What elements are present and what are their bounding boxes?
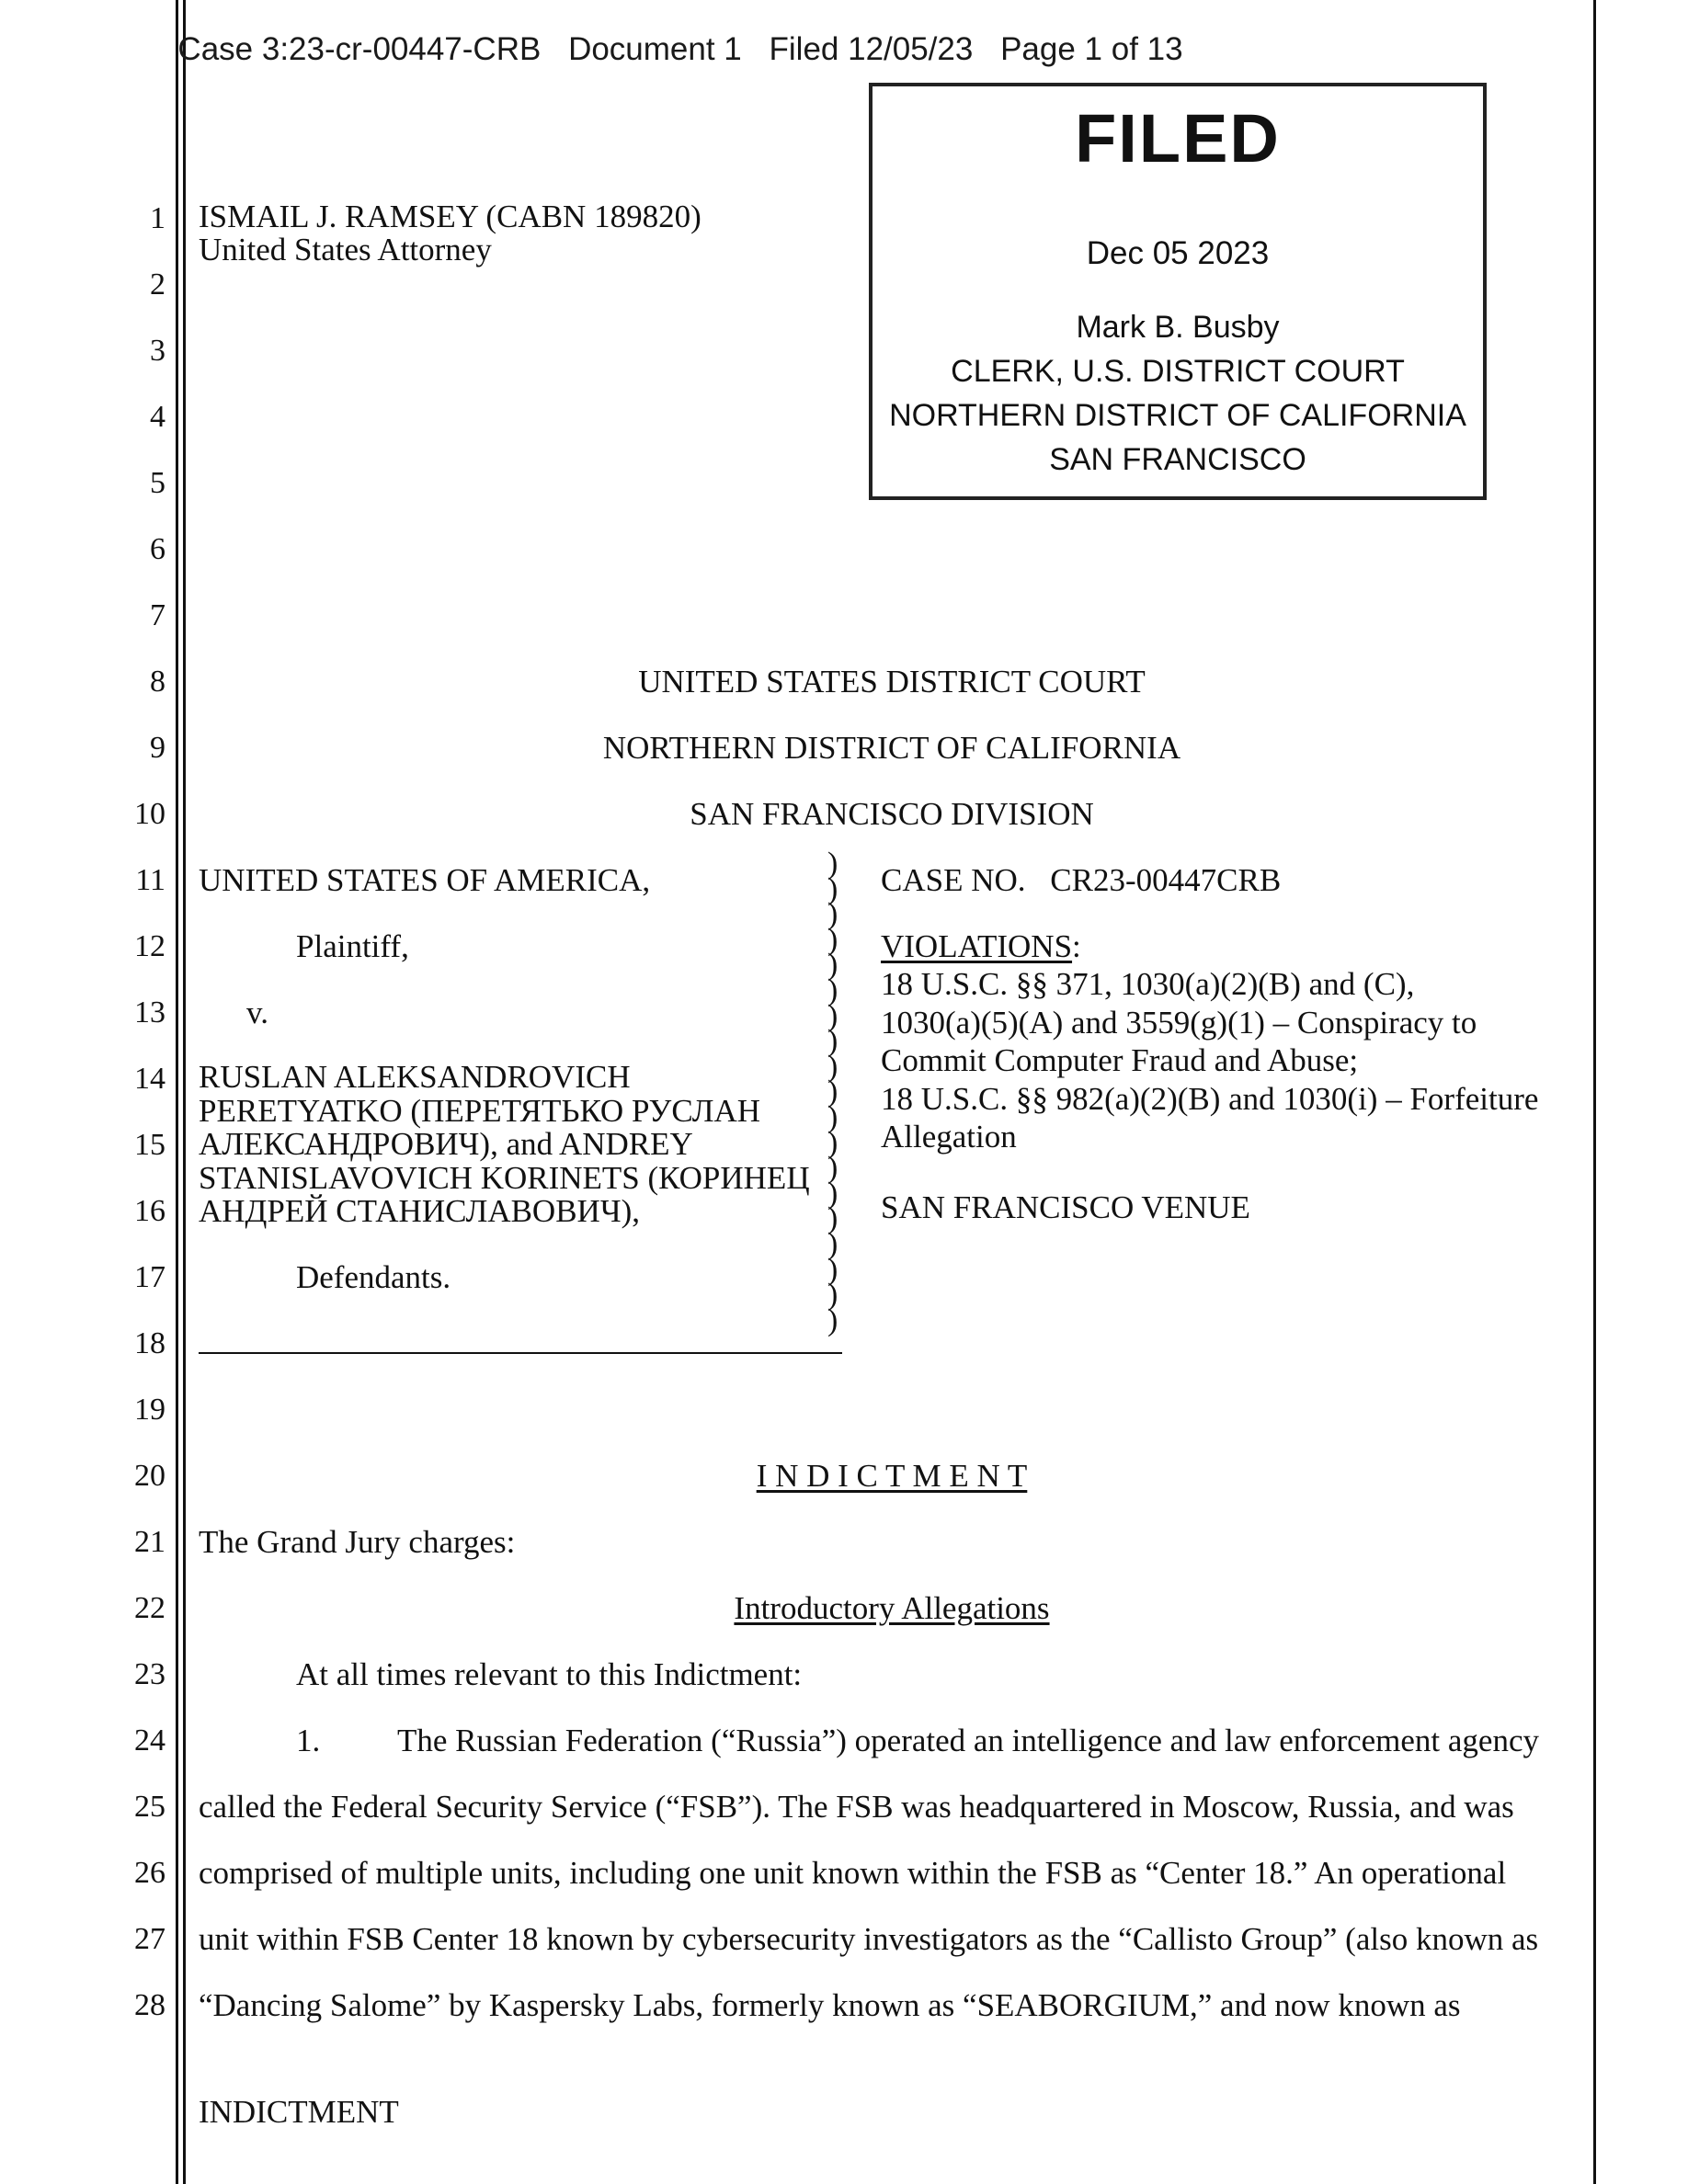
line-number: 11 (135, 863, 165, 897)
court-name: UNITED STATES DISTRICT COURT (638, 664, 1146, 700)
defendant-line: PERETYATKO (ПЕРЕТЯТЬКО РУСЛАН (199, 1092, 761, 1129)
filed-stamp (869, 83, 1487, 500)
violations-colon: : (1072, 928, 1081, 964)
clerk-line: Mark B. Busby (1076, 310, 1280, 345)
attorney-name: ISMAIL J. RAMSEY (CABN 189820) (199, 199, 701, 234)
court-district: NORTHERN DISTRICT OF CALIFORNIA (602, 730, 1181, 766)
line-number: 24 (134, 1723, 165, 1757)
violations-heading (881, 928, 1081, 965)
line-number: 20 (134, 1459, 165, 1493)
case-number-label: CASE NO. (881, 862, 1026, 898)
line-number: 2 (150, 267, 165, 301)
line-number: 1 (150, 201, 165, 235)
line-number: 17 (134, 1260, 165, 1294)
line-number: 27 (134, 1922, 165, 1956)
line-number: 18 (134, 1326, 165, 1360)
line-number: 4 (150, 400, 165, 434)
paragraph-line: comprised of multiple units, including one unit known within the FSB as “Center 18.” An operational (199, 1855, 1507, 1891)
line-number: 25 (134, 1790, 165, 1824)
section-heading (198, 1590, 1586, 1627)
defendants-names (199, 1061, 810, 1229)
line-number: 7 (150, 598, 165, 632)
line-number: 14 (134, 1062, 165, 1096)
paragraph-number: 1. (296, 1723, 321, 1758)
violation-line: 18 U.S.C. §§ 982(a)(2)(B) and 1030(i) – Forfeiture (881, 1080, 1539, 1117)
line-number: 26 (134, 1856, 165, 1890)
clerk-line: NORTHERN DISTRICT OF CALIFORNIA (889, 398, 1466, 433)
violation-line: Allegation (881, 1119, 1017, 1155)
footer-title: INDICTMENT (199, 2094, 399, 2130)
line-number: 28 (134, 1988, 165, 2022)
line-number: 3 (150, 334, 165, 368)
line-number: 9 (150, 731, 165, 765)
ecf-header (0, 31, 1361, 68)
preamble: At all times relevant to this Indictment: (296, 1656, 803, 1692)
defendant-line: RUSLAN ALEKSANDROVICH (199, 1059, 631, 1095)
paragraph-line: called the Federal Security Service (“FSB”). The FSB was headquartered in Moscow, Russia, and was (199, 1789, 1514, 1825)
line-number: 8 (150, 665, 165, 699)
caption-rule (199, 1352, 842, 1354)
clerk-line: CLERK, U.S. DISTRICT COURT (951, 354, 1405, 389)
header-case-number: Case 3:23-cr-00447-CRB (177, 31, 542, 67)
violation-line: 18 U.S.C. §§ 371, 1030(a)(2)(B) and (C), (881, 966, 1415, 1002)
line-number: 22 (134, 1591, 165, 1625)
paragraph-line: The Russian Federation (“Russia”) operated an intelligence and law enforcement agency (397, 1723, 1540, 1758)
attorney-block (199, 200, 701, 267)
case-number-row (881, 862, 1281, 899)
line-number: 5 (150, 466, 165, 500)
line-number: 23 (134, 1657, 165, 1691)
caption-parens: ) ) ) ) ) ) ) ) ) ) ) ) ) ) ) ) ) ) ) (827, 847, 838, 1337)
clerk-line: SAN FRANCISCO (1049, 442, 1306, 477)
violation-line: Commit Computer Fraud and Abuse; (881, 1042, 1359, 1078)
left-margin-rule-outer (176, 0, 178, 2184)
violations-list (881, 965, 1538, 1156)
versus: v. (246, 995, 268, 1030)
court-division: SAN FRANCISCO DIVISION (690, 796, 1094, 832)
document-title (198, 1458, 1586, 1495)
case-number-value: CR23-00447CRB (1050, 862, 1282, 898)
attorney-title: United States Attorney (199, 232, 492, 267)
filed-stamp-clerk (873, 305, 1483, 482)
line-number: 16 (134, 1194, 165, 1228)
line-number: 21 (134, 1525, 165, 1559)
defendants-label: Defendants. (296, 1259, 451, 1295)
filed-stamp-title: FILED (1075, 100, 1281, 176)
line-number: 10 (134, 797, 165, 831)
grand-jury-line: The Grand Jury charges: (199, 1524, 516, 1560)
plaintiff-label: Plaintiff, (296, 928, 409, 964)
violation-line: 1030(a)(5)(A) and 3559(g)(1) – Conspiracy to (881, 1004, 1477, 1041)
header-filed-date: Filed 12/05/23 (769, 31, 974, 67)
header-page: Page 1 of 13 (1000, 31, 1183, 67)
right-margin-rule (1593, 0, 1596, 2184)
line-number: 13 (134, 995, 165, 1029)
plaintiff-name: UNITED STATES OF AMERICA, (199, 862, 651, 898)
line-number: 19 (134, 1393, 165, 1427)
defendant-line: АЛЕКСАНДРОВИЧ), and ANDREY (199, 1126, 693, 1162)
paragraph-line: “Dancing Salome” by Kaspersky Labs, formerly known as “SEABORGIUM,” and now known as (199, 1987, 1461, 2023)
defendant-line: STANISLAVOVICH KORINETS (КОРИНЕЦ (199, 1159, 810, 1196)
line-number: 15 (134, 1128, 165, 1162)
paragraph-line: unit within FSB Center 18 known by cybersecurity investigators as the “Callisto Group” (also known as (199, 1921, 1539, 1957)
violations-label: VIOLATIONS (881, 928, 1073, 964)
line-number: 12 (134, 929, 165, 963)
line-number: 6 (150, 532, 165, 566)
document-title-text: I N D I C T M E N T (756, 1458, 1028, 1494)
left-margin-rule-inner (183, 0, 186, 2184)
filed-stamp-date: Dec 05 2023 (1086, 235, 1270, 271)
venue: SAN FRANCISCO VENUE (881, 1189, 1250, 1225)
defendant-line: АНДРЕЙ СТАНИСЛАВОВИЧ), (199, 1193, 640, 1229)
header-document: Document 1 (568, 31, 742, 67)
section-heading-text: Introductory Allegations (734, 1590, 1050, 1626)
